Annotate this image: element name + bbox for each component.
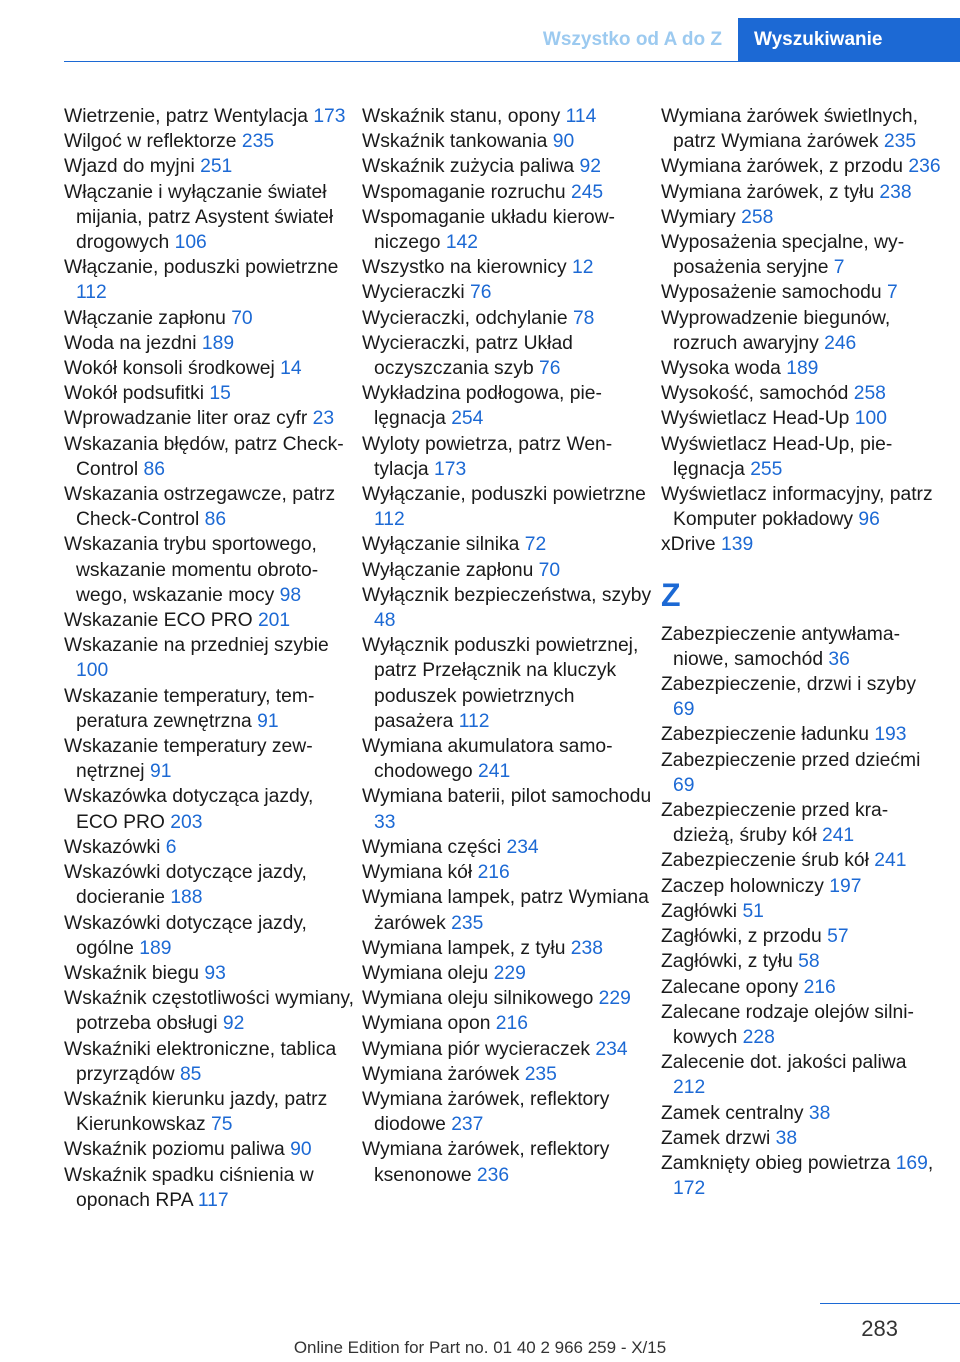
index-entry	[661, 874, 941, 899]
page-reference-link[interactable]: 238	[879, 181, 912, 203]
page-reference-link[interactable]: 86	[204, 509, 227, 531]
page-reference-link[interactable]: 189	[786, 358, 819, 380]
index-entry-term: Wymiana części	[362, 836, 502, 858]
page-reference-link[interactable]: 235	[883, 131, 917, 153]
index-entry-term: Zamek drzwi	[661, 1127, 771, 1149]
index-entry-term: Wyłączanie zapłonu	[362, 559, 534, 581]
index-entry	[362, 1037, 652, 1062]
index-entry-term: Wskaźnik tankowania	[362, 131, 548, 153]
page-reference-link[interactable]: 100	[854, 408, 887, 430]
index-entry	[362, 1011, 652, 1036]
index-entry-term: Wymiana lampek, patrz Wymiana żarówek	[362, 887, 649, 934]
index-entry-term: Włączanie i wyłączanie świateł mijania, patrz Asystent świateł drogowych	[64, 181, 334, 254]
index-entry-term: Wskazanie temperatury zewnętrznej	[64, 736, 313, 783]
index-entry-term: Wymiana opon	[362, 1013, 491, 1035]
index-entry-term: Zabezpieczenie antywłamaniowe, samochód	[661, 623, 900, 670]
page-reference-link[interactable]: 241	[821, 825, 855, 847]
page-reference-link[interactable]: 229	[493, 962, 526, 984]
page-reference-link[interactable]: 241	[478, 761, 511, 783]
page-reference-link[interactable]: 169	[895, 1152, 928, 1174]
index-entry	[362, 1087, 652, 1137]
index-entry-term: Wymiana żarówek, z tyłu	[661, 181, 875, 203]
index-entry	[64, 1037, 354, 1087]
index-entry-term: Wskazówka dotycząca jazdy, ECO PRO	[64, 786, 314, 833]
index-entry-term: Wycieraczki, odchylanie	[362, 307, 568, 329]
page-reference-link[interactable]: 193	[874, 724, 907, 746]
index-entry-term: Wymiana lampek, z tyłu	[362, 937, 566, 959]
index-entry	[64, 154, 354, 179]
page-reference-link[interactable]: 96	[858, 509, 880, 531]
page-reference-link[interactable]: 92	[579, 156, 601, 178]
index-entry-term: Wyłączanie silnika	[362, 534, 520, 556]
index-entry	[661, 949, 941, 974]
index-entry-term: Wskaźnik spadku ciśnienia w oponach RPA	[64, 1164, 314, 1211]
index-entry	[661, 104, 941, 154]
page-reference-link[interactable]: 6	[165, 836, 177, 858]
index-entry	[661, 406, 941, 431]
index-entry	[661, 230, 941, 280]
index-entry-term: Zabezpieczenie, drzwi i szyby	[661, 674, 917, 696]
index-entry	[362, 180, 652, 205]
index-entry	[661, 899, 941, 924]
page-reference-link[interactable]: 33	[374, 811, 396, 833]
page-reference-link[interactable]: 197	[829, 875, 862, 897]
index-entry	[661, 154, 941, 179]
index-entry	[64, 180, 354, 256]
page-reference-link[interactable]: 36	[828, 648, 850, 670]
index-entry	[661, 1126, 941, 1151]
index-entry	[64, 255, 354, 305]
index-entry-term: Wspomaganie rozruchu	[362, 181, 566, 203]
page-reference-link[interactable]: 172	[673, 1178, 706, 1200]
index-entry-term: Wskazanie na przedniej szybie	[64, 635, 329, 657]
index-entry	[64, 684, 354, 734]
index-entry-term: Zalecane rodzaje olejów silnikowych	[661, 1001, 914, 1048]
index-entry-term: Wskazanie temperatury, temperatura zewnętrzna	[64, 685, 315, 732]
page-reference-link[interactable]: 69	[673, 774, 695, 796]
index-entry	[64, 633, 354, 683]
page-reference-link[interactable]: 189	[139, 937, 172, 959]
index-entry-term: Zagłówki	[661, 900, 738, 922]
page-reference-link[interactable]: 38	[808, 1102, 831, 1124]
page-reference-link[interactable]: 76	[539, 358, 561, 380]
page-reference-link[interactable]: 117	[197, 1189, 229, 1211]
index-entry-term: Wprowadzanie liter oraz cyfr	[64, 408, 308, 430]
index-entry-term: Zamek centralny	[661, 1102, 804, 1124]
page-reference-link[interactable]: 238	[570, 937, 603, 959]
page-reference-link[interactable]: 235	[524, 1063, 557, 1085]
index-entry	[661, 306, 941, 356]
page-reference-link[interactable]: 70	[538, 559, 561, 581]
index-entry-term: Wycieraczki	[362, 282, 465, 304]
index-column-1	[64, 104, 354, 1213]
page-reference-link[interactable]: 106	[174, 232, 207, 254]
index-entry-term: Wymiana baterii, pilot samochodu	[362, 786, 652, 808]
page-reference-link[interactable]: 90	[290, 1139, 312, 1161]
page-reference-link[interactable]: 189	[201, 332, 235, 354]
index-entry	[64, 432, 354, 482]
index-entry	[362, 331, 652, 381]
index-entry	[64, 860, 354, 910]
index-entry	[64, 306, 354, 331]
index-column-3	[661, 104, 941, 1201]
index-entry	[64, 784, 354, 834]
index-entry	[362, 129, 652, 154]
section-tab: Wyszukiwanie	[738, 18, 960, 62]
index-entry	[64, 961, 354, 986]
index-entry	[362, 633, 652, 734]
page-reference-link[interactable]: 241	[874, 850, 907, 872]
index-entry-term: Wyświetlacz Head-Up	[661, 408, 850, 430]
page-reference-link[interactable]: 86	[143, 458, 165, 480]
page-reference-link[interactable]: 93	[204, 962, 226, 984]
page-reference-link[interactable]: 258	[853, 383, 886, 405]
index-entry-term: Wjazd do myjni	[64, 156, 195, 178]
index-entry-term: Wskaźniki elektroniczne, tablica przyrządów	[64, 1038, 337, 1085]
page-reference-link[interactable]: 48	[374, 610, 396, 632]
index-entry	[362, 306, 652, 331]
index-entry	[661, 432, 941, 482]
index-entry-term: Wyłączanie, poduszki powietrzne	[362, 484, 646, 506]
page-reference-link[interactable]: 216	[477, 862, 510, 884]
page-reference-link[interactable]: 173	[313, 106, 346, 127]
page-reference-link[interactable]: 235	[451, 912, 484, 934]
index-entry-term: Zagłówki, z przodu	[661, 926, 822, 948]
index-entry	[64, 911, 354, 961]
page-reference-link[interactable]: 251	[200, 156, 233, 178]
page-reference-link[interactable]: 112	[76, 282, 107, 304]
index-entry	[661, 798, 941, 848]
index-entry-term: Wspomaganie układu kierowniczego	[362, 206, 615, 254]
index-entry-term: Wyłącznik bezpieczeństwa, szyby	[362, 584, 652, 606]
index-entry-term: Wymiana oleju silnikowego	[362, 988, 594, 1010]
index-entry	[64, 1137, 354, 1162]
footer-rule	[820, 1303, 960, 1304]
index-entry	[362, 381, 652, 431]
page-reference-link[interactable]: 100	[76, 660, 109, 682]
page-reference-link[interactable]: 114	[565, 106, 597, 127]
index-entry	[661, 1050, 941, 1100]
index-entry-term: Zalecenie dot. jakości paliwa	[661, 1052, 907, 1074]
page-reference-link[interactable]: 90	[552, 131, 575, 153]
index-entry	[661, 672, 941, 722]
index-entry-term: Wyłącznik poduszki powietrznej, patrz Przełącznik na kluczyk poduszek powietrznych pasażera	[362, 635, 639, 732]
index-entry-term: Wskazanie ECO PRO	[64, 610, 253, 632]
index-entry	[64, 381, 354, 406]
header-rule	[64, 61, 960, 62]
index-entry-term: Wietrzenie, patrz Wentylacja	[64, 106, 308, 127]
index-entry	[661, 381, 941, 406]
page-reference-link[interactable]: 57	[827, 926, 849, 948]
page-reference-link[interactable]: 7	[833, 257, 845, 279]
page-reference-link[interactable]: 235	[241, 131, 275, 153]
index-entry	[661, 1101, 941, 1126]
index-entry-term: Wykładzina podłogowa, pielęgnacja	[362, 383, 602, 430]
page-reference-link[interactable]: 69	[673, 699, 695, 721]
index-entry-term: Zabezpieczenie ładunku	[661, 724, 869, 746]
page-reference-link[interactable]: 216	[495, 1013, 528, 1035]
page-reference-link[interactable]: 15	[209, 383, 231, 405]
index-entry	[64, 104, 354, 129]
index-entry	[362, 154, 652, 179]
index-entry-term: Wskaźnik kierunku jazdy, patrz Kierunkowskaz	[64, 1088, 328, 1136]
index-entry	[362, 482, 652, 532]
index-entry-term: Wskaźnik zużycia paliwa	[362, 156, 575, 178]
page-reference-link[interactable]: 173	[434, 458, 467, 480]
page-reference-link[interactable]: 7	[886, 282, 898, 304]
index-entry	[362, 860, 652, 885]
page-reference-link[interactable]: 234	[506, 836, 539, 858]
index-entry: Zamknięty obieg powietrza 169, 172	[661, 1152, 934, 1200]
index-entry	[362, 1137, 652, 1187]
index-entry-term: Zabezpieczenie przed dziećmi	[661, 749, 921, 771]
page-reference-link[interactable]: 91	[257, 710, 279, 732]
index-entry-term: Wymiana akumulatora samochodowego	[362, 736, 613, 783]
page-reference-link[interactable]: 246	[824, 332, 857, 354]
page-reference-link[interactable]: 72	[524, 534, 547, 556]
index-entry-term: Wszystko na kierownicy	[362, 257, 567, 279]
page-number: 283	[861, 1316, 898, 1341]
index-entry	[362, 784, 652, 834]
index-entry-term: Zamknięty obieg powietrza	[661, 1152, 891, 1174]
page-reference-link[interactable]: 255	[750, 458, 783, 480]
index-entry	[64, 986, 354, 1036]
index-entry	[64, 835, 354, 860]
page-reference-link[interactable]: 58	[798, 951, 820, 973]
index-entry-term: Wskazania ostrzegawcze, patrz Check-Control	[64, 484, 336, 531]
page-header	[0, 0, 960, 62]
index-entry-term: Wymiana żarówek świetlnych, patrz Wymiana żarówek	[661, 106, 918, 153]
index-entry-term: Wymiana żarówek	[362, 1063, 520, 1085]
index-entry-term: Wskaźnik biegu	[64, 962, 200, 984]
index-entry-term: Wskazówki dotyczące jazdy, ogólne	[64, 912, 307, 959]
page-reference-link[interactable]: 76	[470, 282, 492, 304]
index-entry	[64, 356, 354, 381]
index-entry	[362, 205, 652, 255]
page-reference-link[interactable]: 212	[673, 1077, 706, 1099]
page-reference-link[interactable]: 228	[742, 1026, 775, 1048]
index-entry	[362, 1062, 652, 1087]
page-reference-link[interactable]: 12	[572, 257, 594, 279]
page-reference-link[interactable]: 38	[775, 1127, 798, 1149]
page-reference-link[interactable]: 237	[451, 1114, 484, 1136]
index-entry-term: Wymiana żarówek, z przodu	[661, 156, 904, 178]
index-entry	[661, 482, 941, 532]
page-reference-link[interactable]: 112	[374, 509, 405, 531]
page-reference-link[interactable]: 245	[570, 181, 604, 203]
index-entry	[362, 885, 652, 935]
index-entry-term: Wymiana kół	[362, 862, 473, 884]
index-entry-term: Wokół konsoli środkowej	[64, 358, 275, 380]
index-entry-term: Wymiary	[661, 206, 736, 228]
index-entry-term: Zabezpieczenie przed kradzieżą, śruby kół	[661, 800, 889, 847]
index-entry	[64, 406, 354, 431]
index-entry	[362, 583, 652, 633]
index-entry-term: Wskaźnik stanu, opony	[362, 106, 561, 127]
index-entry	[661, 356, 941, 381]
index-entry	[64, 129, 354, 154]
index-entry-term: Wilgoć w reflektorze	[64, 131, 237, 153]
index-entry	[362, 936, 652, 961]
index-entry	[362, 104, 652, 129]
index-entry-term: Zagłówki, z tyłu	[661, 951, 793, 973]
index-entry-term: Wyprowadzenie biegunów, rozruch awaryjny	[661, 307, 891, 354]
page-reference-link[interactable]: 78	[572, 307, 595, 329]
index-entry-term: Wskazania błędów, patrz Check-Control	[64, 433, 344, 480]
page-reference-link[interactable]: 254	[451, 408, 484, 430]
index-entry	[64, 1087, 354, 1137]
index-entry-term: Wskaźnik częstotliwości wymiany, potrzeba obsługi	[64, 988, 354, 1035]
index-entry-term: Wyposażenie samochodu	[661, 282, 882, 304]
page-reference-link[interactable]: 236	[476, 1164, 510, 1186]
index-entry	[661, 622, 941, 672]
index-entry	[661, 205, 941, 230]
index-entry	[362, 734, 652, 784]
index-entry-term: Włączanie zapłonu	[64, 307, 226, 329]
index-entry	[661, 1000, 941, 1050]
page-reference-link[interactable]: 70	[231, 307, 253, 329]
page-reference-link[interactable]: 139	[721, 534, 754, 556]
index-entry	[661, 748, 941, 798]
page-reference-link[interactable]: 85	[179, 1063, 202, 1085]
index-entry-term: xDrive	[661, 534, 716, 556]
index-entry	[661, 180, 941, 205]
index-entry	[362, 835, 652, 860]
index-entry	[362, 558, 652, 583]
page-reference-link[interactable]: 91	[149, 761, 172, 783]
index-column-2	[362, 104, 652, 1188]
index-entry-term: Wyświetlacz Head-Up, pielęgnacja	[661, 433, 893, 480]
index-entry-term: Wskaźnik poziomu paliwa	[64, 1139, 285, 1161]
index-entry-term: Wyloty powietrza, patrz Wentylacja	[362, 433, 613, 480]
index-entry-term: Wymiana żarówek, reflektory diodowe	[362, 1088, 610, 1136]
index-entry	[362, 532, 652, 557]
index-entry-term: Wymiana piór wycieraczek	[362, 1038, 591, 1060]
index-entry	[64, 331, 354, 356]
index-entry	[362, 255, 652, 280]
index-entry	[64, 1163, 354, 1213]
page-reference-link[interactable]: 234	[595, 1038, 628, 1060]
index-entry	[661, 975, 941, 1000]
index-entry	[362, 432, 652, 482]
index-entry	[64, 734, 354, 784]
index-entry	[64, 482, 354, 532]
index-entry-term: Zaczep holowniczy	[661, 875, 824, 897]
index-entry-term: Zalecane opony	[661, 976, 799, 998]
page-reference-link[interactable]: 75	[211, 1114, 233, 1136]
page-reference-link[interactable]: 142	[445, 232, 478, 254]
page-reference-link[interactable]: 188	[170, 887, 203, 909]
index-entry-term: Wycieraczki, patrz Układ oczyszczania szyb	[362, 332, 573, 380]
index-entry	[362, 280, 652, 305]
chapter-title: Wszystko od A do Z	[542, 29, 722, 50]
index-entry-term: Wysokość, samochód	[661, 383, 849, 405]
index-entry	[362, 986, 652, 1011]
index-entry-term: Wyposażenia specjalne, wyposażenia seryjne	[661, 232, 905, 279]
index-entry-term: Wymiana żarówek, reflektory ksenonowe	[362, 1139, 610, 1186]
index-entry-term: Włączanie, poduszki powietrzne	[64, 257, 339, 279]
index-entry-term: Zabezpieczenie śrub kół	[661, 850, 869, 872]
page-reference-link[interactable]: 258	[741, 206, 774, 228]
page-reference-link[interactable]: 51	[742, 900, 764, 922]
page-reference-link[interactable]: 14	[280, 358, 302, 380]
index-entry-term: Wskazówki dotyczące jazdy, docieranie	[64, 862, 307, 909]
page-reference-link[interactable]: 98	[279, 584, 302, 606]
index-entry-term: Woda na jezdni	[64, 332, 197, 354]
index-entry-term: Wskazówki	[64, 836, 161, 858]
index-entry	[661, 280, 941, 305]
index-entry-term: Wokół podsufitki	[64, 383, 205, 405]
edition-footer: Online Edition for Part no. 01 40 2 966 259 - X/15	[293, 1338, 667, 1357]
page-reference-link[interactable]: 229	[598, 988, 631, 1010]
index-entry-term: Wyświetlacz informacyjny, patrz Komputer pokładowy	[661, 484, 933, 531]
index-entry	[64, 532, 354, 608]
page-reference-link[interactable]: 112	[458, 710, 490, 732]
page-reference-link[interactable]: 201	[257, 610, 291, 632]
page-reference-link[interactable]: 203	[170, 811, 203, 833]
index-entry	[362, 961, 652, 986]
index-entry	[64, 608, 354, 633]
page-reference-link[interactable]: 23	[312, 408, 335, 430]
page-reference-link[interactable]: 216	[803, 976, 836, 998]
index-entry-term: Wysoka woda	[661, 358, 781, 380]
page-reference-link[interactable]: 236	[908, 156, 941, 178]
index-entry	[661, 848, 941, 873]
index-entry	[661, 532, 941, 557]
index-letter-heading: Z	[661, 576, 681, 613]
index-entry-term: Wskazania trybu sportowego, wskazanie momentu obrotowego, wskazanie mocy	[64, 534, 319, 606]
index-entry	[661, 924, 941, 949]
page-reference-link[interactable]: 92	[222, 1013, 245, 1035]
index-entry	[661, 722, 941, 747]
index-entry-term: Wymiana oleju	[362, 962, 489, 984]
